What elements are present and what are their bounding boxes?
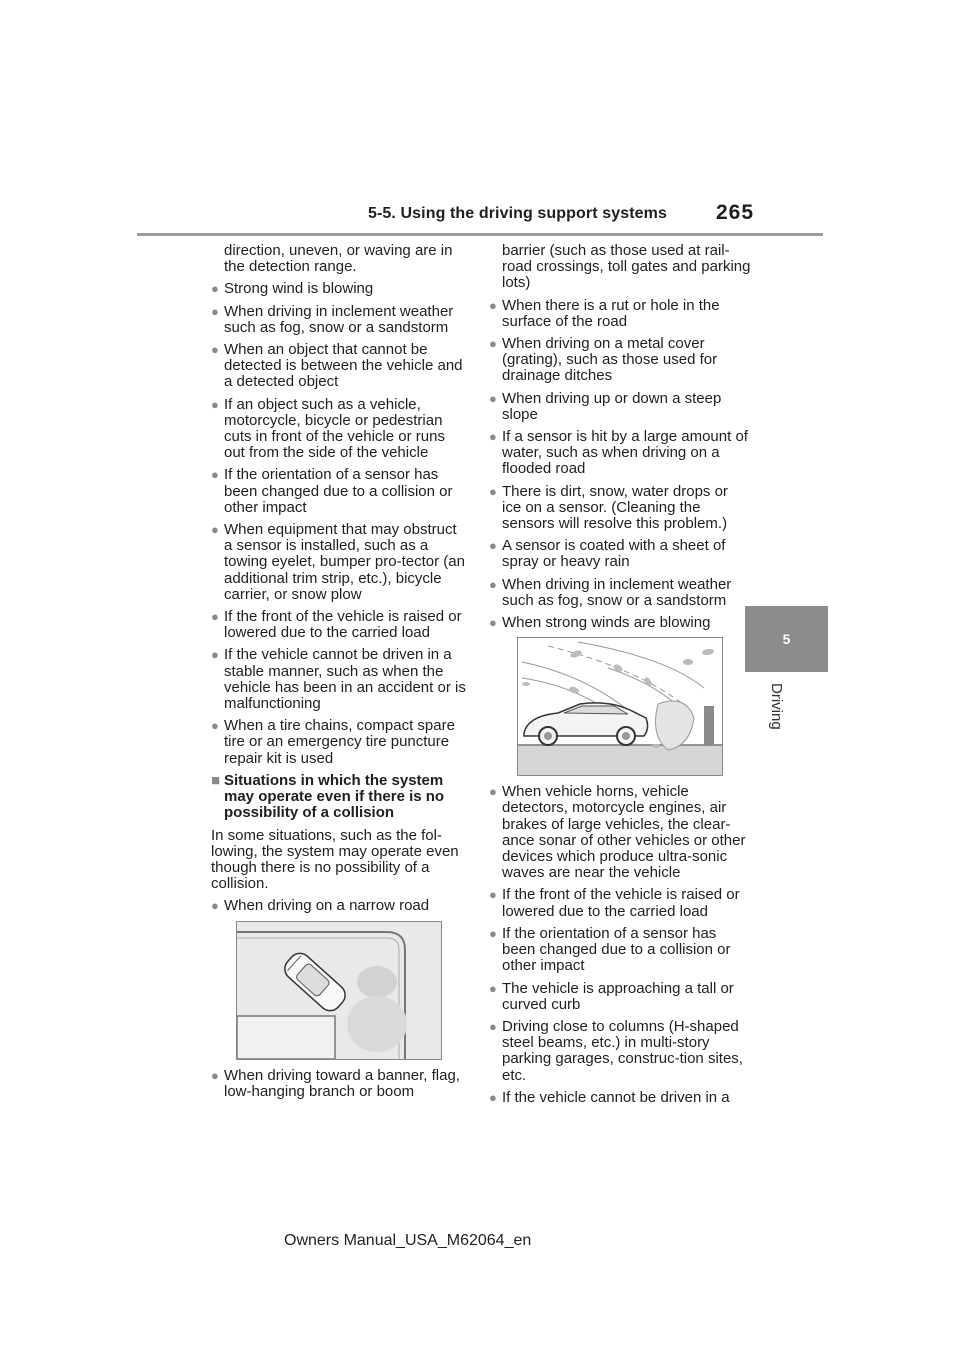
chapter-tab (745, 606, 828, 672)
list-item (211, 647, 469, 712)
strong-wind-illustration (517, 637, 723, 776)
list-item (211, 609, 469, 641)
list-item-text: When vehicle horns, vehicle detectors, motorcycle engines, air brakes of large vehicles, the clear-ance sonar of other vehicles or other devices which produce ultra-sonic waves are near the vehicle (502, 783, 746, 882)
list-item (489, 577, 751, 609)
list-item (489, 1019, 751, 1084)
square-marker-icon: ■ (211, 771, 221, 789)
list-item-text: When equipment that may obstruct a sensor is installed, such as a towing eyelet, bumper pro-tector (an additional trim strip, etc.), bicycle carrier, or snow plow (224, 521, 465, 603)
bullet-icon: ● (211, 609, 219, 625)
list-item-text: If the orientation of a sensor has been changed due to a collision or other impact (224, 466, 453, 516)
continued-text: direction, uneven, or waving are in the detection range. (224, 242, 453, 276)
list-item (489, 1090, 751, 1106)
bullet-icon: ● (211, 281, 219, 297)
list-item-text: When driving on a narrow road (224, 897, 430, 915)
list-item (489, 784, 751, 881)
bullet-icon: ● (489, 538, 497, 554)
bullet-icon: ● (489, 576, 497, 592)
list-item (211, 467, 469, 516)
list-item-text: If the front of the vehicle is raised or lowered due to the carried load (224, 608, 462, 642)
bullet-icon: ● (489, 784, 497, 800)
list-item (211, 304, 469, 336)
list-item (211, 718, 469, 767)
chapter-label: Driving (768, 683, 785, 730)
list-item-text: If an object such as a vehicle, motorcycle, bicycle or pedestrian cuts in front of the vehicle or runs out from the side of the vehicle (224, 395, 445, 462)
section-heading-text: Situations in which the system may operate even if there is no possibility of a collision (224, 771, 445, 822)
list-item (211, 522, 469, 603)
list-item-text: A sensor is coated with a sheet of spray or heavy rain (502, 537, 726, 571)
bullet-icon: ● (489, 336, 497, 352)
list-item (489, 298, 751, 330)
bullet-icon: ● (211, 467, 219, 483)
list-item-text: When driving on a metal cover (grating), such as those used for drainage ditches (502, 335, 718, 385)
intro-paragraph: In some situations, such as the fol-lowing, the system may operate even though there is no possibility of a collision. (211, 826, 459, 893)
list-item-text: When there is a rut or hole in the surface of the road (502, 296, 720, 330)
bullet-icon: ● (211, 396, 219, 412)
bullet-list (489, 784, 751, 1106)
list-item (211, 342, 469, 391)
list-item (489, 391, 751, 423)
left-column (211, 243, 469, 1106)
bullet-icon: ● (489, 1089, 497, 1105)
strong-wind-svg (518, 638, 722, 775)
section-heading (211, 773, 469, 822)
list-item-text: Strong wind is blowing (224, 280, 374, 298)
continued-text: barrier (such as those used at rail-road crossings, toll gates and parking lots) (502, 242, 751, 292)
list-item-text: If the vehicle cannot be driven in a (502, 1088, 730, 1106)
list-item-text: When an object that cannot be detected is between the vehicle and a detected object (224, 341, 463, 391)
list-item (211, 281, 469, 297)
list-item (211, 397, 469, 462)
bullet-icon: ● (211, 898, 219, 914)
bullet-list (489, 298, 751, 632)
list-item-text: When driving in inclement weather such as fog, snow or a sandstorm (502, 575, 732, 609)
bullet-icon: ● (489, 390, 497, 406)
right-column (489, 243, 751, 1112)
bullet-icon: ● (489, 925, 497, 941)
bullet-icon: ● (489, 980, 497, 996)
list-item (489, 981, 751, 1013)
list-item-text: Driving close to columns (H-shaped steel beams, etc.) in multi-story parking garages, construc-tion sites, etc. (502, 1017, 743, 1084)
list-item (489, 538, 751, 570)
chapter-number: 5 (782, 631, 791, 647)
footer-manual-id: Owners Manual_USA_M62064_en (284, 1232, 532, 1249)
bullet-icon: ● (211, 342, 219, 358)
bullet-icon: ● (489, 887, 497, 903)
list-item (489, 887, 751, 919)
list-item (489, 484, 751, 533)
list-item-text: When driving toward a banner, flag, low-hanging branch or boom (224, 1066, 460, 1100)
list-item-text: When driving in inclement weather such as fog, snow or a sandstorm (224, 302, 454, 336)
list-item-text: If a sensor is hit by a large amount of water, such as when driving on a flooded road (502, 428, 748, 478)
list-item-text: When a tire chains, compact spare tire or an emergency tire puncture repair kit is used (224, 717, 455, 767)
bullet-icon: ● (211, 522, 219, 538)
list-item (211, 1068, 469, 1100)
list-item-text: If the vehicle cannot be driven in a stable manner, such as when the vehicle has been in an accident or is malfunctioning (224, 646, 466, 713)
list-item (211, 898, 469, 914)
list-item (489, 429, 751, 478)
bullet-icon: ● (489, 483, 497, 499)
list-item-text: If the orientation of a sensor has been changed due to a collision or other impact (502, 924, 731, 975)
bullet-icon: ● (211, 1067, 219, 1083)
list-item (489, 926, 751, 975)
list-item-text: There is dirt, snow, water drops or ice on a sensor. (Cleaning the sensors will resolve this problem.) (502, 482, 728, 533)
header-rule (137, 233, 823, 236)
section-title: 5-5. Using the driving support systems (368, 205, 667, 222)
narrow-road-svg (237, 922, 441, 1059)
bullet-icon: ● (489, 615, 497, 631)
bullet-list (211, 281, 469, 766)
bullet-icon: ● (211, 647, 219, 663)
bullet-icon: ● (489, 1018, 497, 1034)
list-item (489, 615, 751, 631)
list-item-text: If the front of the vehicle is raised or lowered due to the carried load (502, 886, 740, 920)
list-item (489, 336, 751, 385)
list-item-text: When driving up or down a steep slope (502, 389, 722, 423)
bullet-icon: ● (489, 297, 497, 313)
bullet-icon: ● (489, 429, 497, 445)
page-number: 265 (716, 201, 755, 224)
bullet-icon: ● (211, 303, 219, 319)
bullet-icon: ● (211, 718, 219, 734)
list-item-text: The vehicle is approaching a tall or curved curb (502, 979, 734, 1013)
narrow-road-illustration (236, 921, 442, 1060)
list-item-text: When strong winds are blowing (502, 614, 711, 632)
